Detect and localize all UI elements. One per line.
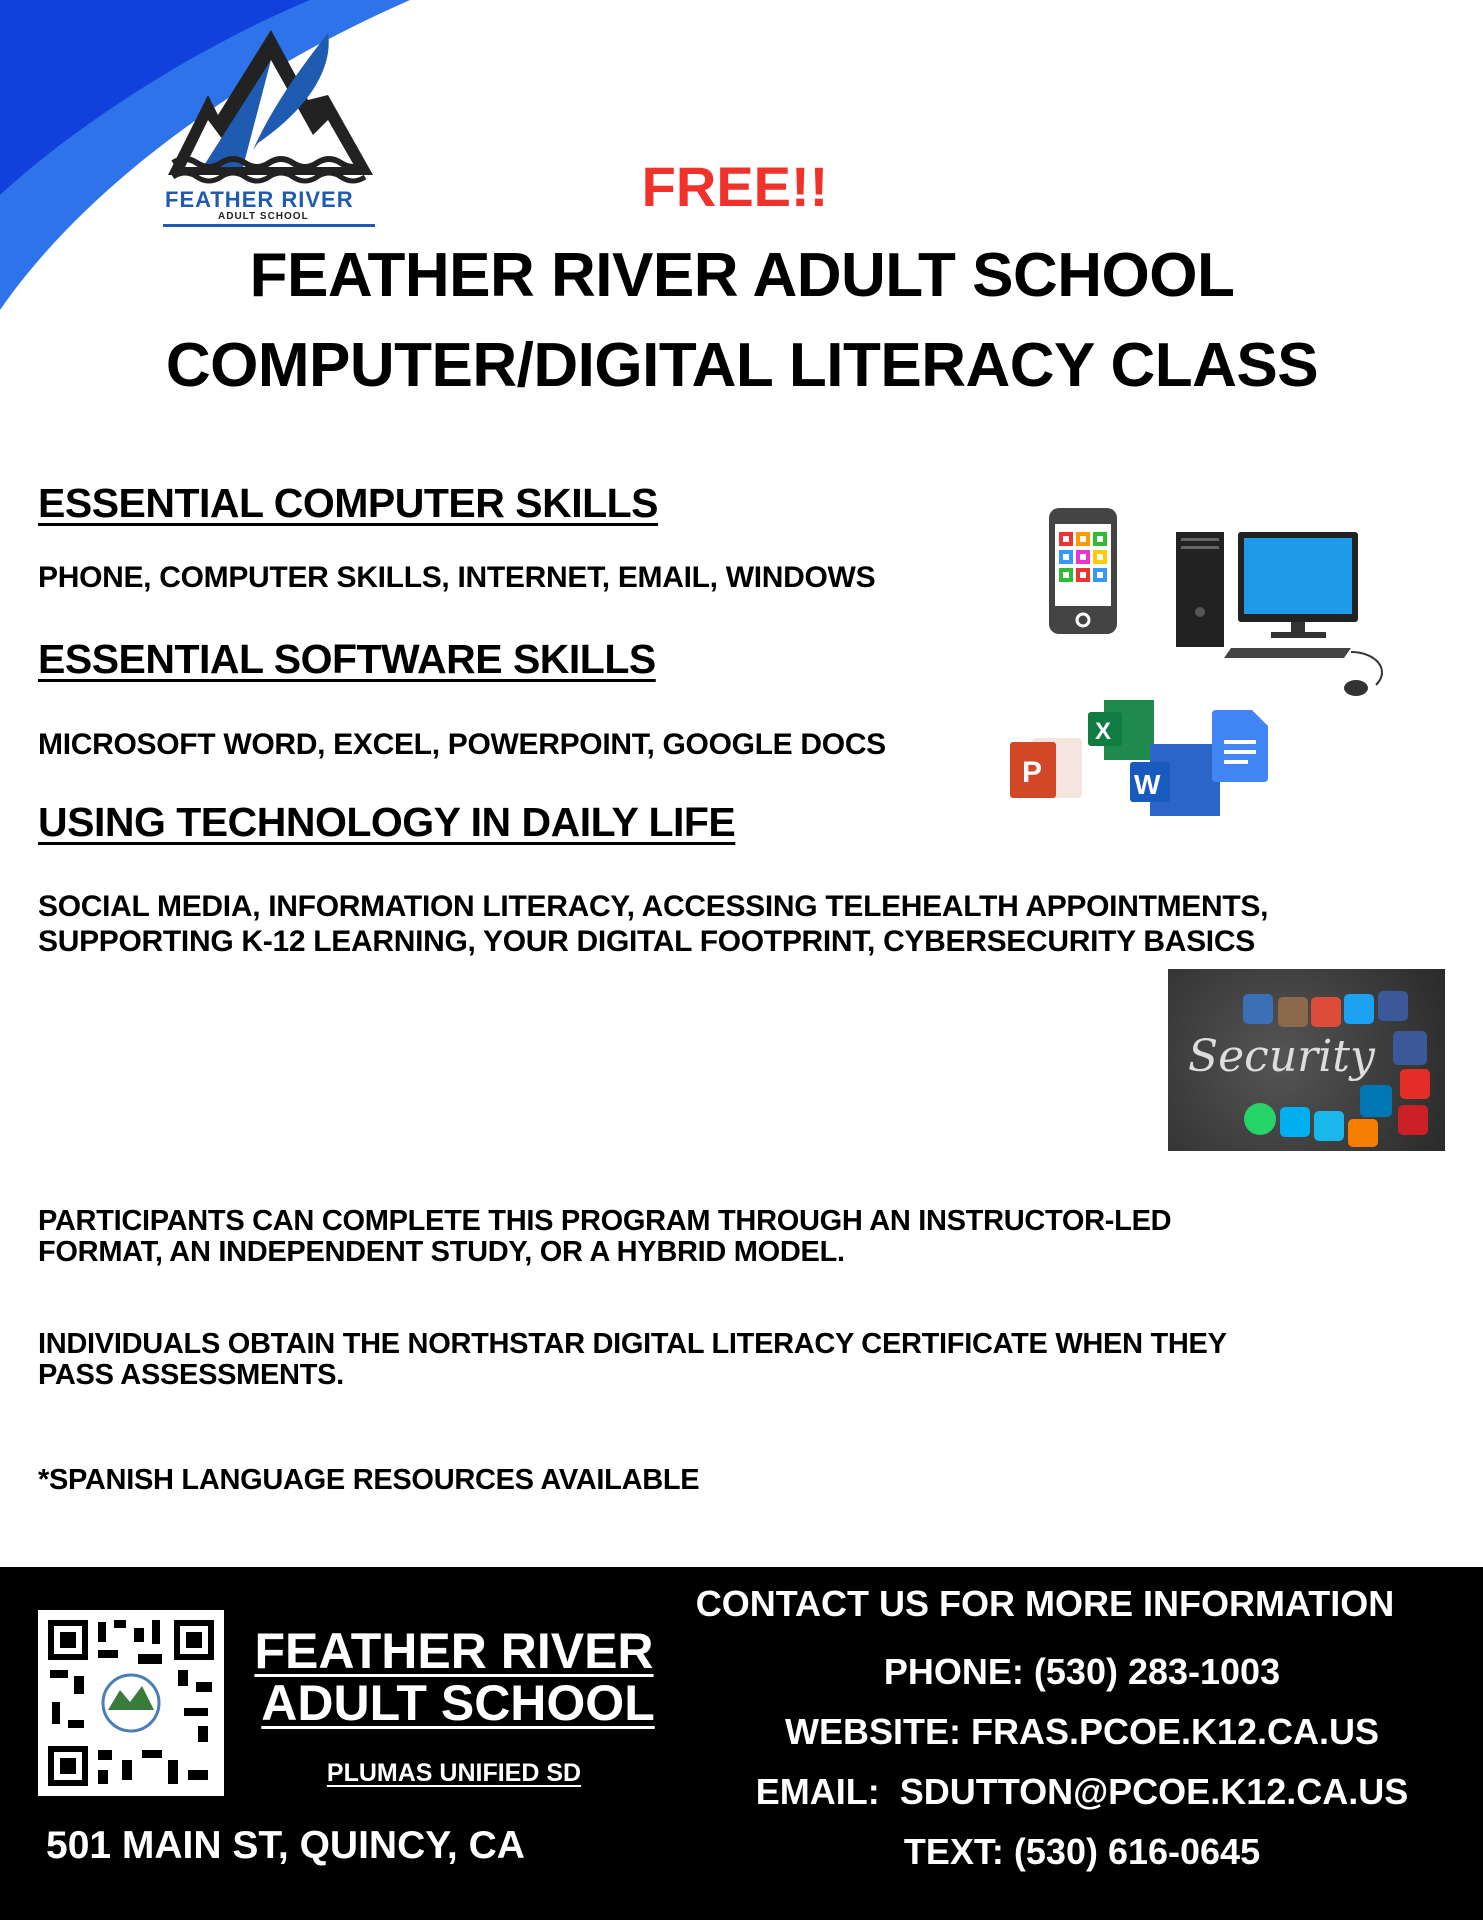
- security-chalk-text: Security: [1188, 1031, 1375, 1082]
- section-text-daily-life-1: SOCIAL MEDIA, INFORMATION LITERACY, ACCESSING TELEHEALTH APPOINTMENTS,: [38, 890, 1269, 923]
- powerpoint-icon: [1010, 732, 1084, 804]
- footer-district: PLUMAS UNIFIED SD: [326, 1759, 582, 1787]
- contact-website[interactable]: WEBSITE: FRAS.PCOE.K12.CA.US: [784, 1711, 1380, 1752]
- paragraph-format-2: FORMAT, AN INDEPENDENT STUDY, OR A HYBRID MODEL.: [38, 1236, 845, 1268]
- contact-heading: CONTACT US FOR MORE INFORMATION: [695, 1583, 1395, 1624]
- logo-text: FEATHER RIVER: [165, 187, 354, 212]
- footer-address: 501 MAIN ST, QUINCY, CA: [46, 1824, 525, 1867]
- page-title-line2: COMPUTER/DIGITAL LITERACY CLASS: [165, 331, 1319, 400]
- section-text-software-skills: MICROSOFT WORD, EXCEL, POWERPOINT, GOOGLE DOCS: [38, 728, 886, 761]
- desktop-computer-icon: [1176, 520, 1398, 700]
- paragraph-certificate-1: INDIVIDUALS OBTAIN THE NORTHSTAR DIGITAL LITERACY CERTIFICATE WHEN THEY: [38, 1328, 1227, 1360]
- smartphone-icon: [1047, 506, 1119, 636]
- paragraph-certificate-2: PASS ASSESSMENTS.: [38, 1359, 344, 1391]
- mountain-feather-icon: [163, 25, 378, 190]
- logo-subtext: ADULT SCHOOL: [218, 211, 309, 222]
- office-apps-icons: [1010, 700, 1270, 820]
- section-heading-computer-skills: ESSENTIAL COMPUTER SKILLS: [38, 480, 659, 526]
- contact-text[interactable]: TEXT: (530) 616-0645: [903, 1831, 1261, 1872]
- contact-email[interactable]: EMAIL: SDUTTON@PCOE.K12.CA.US: [755, 1771, 1409, 1812]
- school-logo: [163, 25, 378, 230]
- svg-text:P: P: [1022, 756, 1043, 789]
- footer-school-name-2: ADULT SCHOOL: [261, 1675, 655, 1731]
- free-label: FREE!!: [641, 155, 829, 218]
- security-social-media-image: [1168, 969, 1445, 1151]
- section-heading-daily-life: USING TECHNOLOGY IN DAILY LIFE: [38, 799, 736, 845]
- paragraph-spanish: *SPANISH LANGUAGE RESOURCES AVAILABLE: [38, 1464, 700, 1496]
- google-docs-icon: [1212, 710, 1270, 782]
- footer: [0, 1567, 1483, 1920]
- paragraph-format-1: PARTICIPANTS CAN COMPLETE THIS PROGRAM THROUGH AN INSTRUCTOR-LED: [38, 1205, 1172, 1237]
- logo-underline: [163, 224, 375, 227]
- section-text-daily-life-2: SUPPORTING K-12 LEARNING, YOUR DIGITAL FOOTPRINT, CYBERSECURITY BASICS: [38, 925, 1255, 958]
- page-title-line1: FEATHER RIVER ADULT SCHOOL: [249, 241, 1235, 310]
- contact-phone[interactable]: PHONE: (530) 283-1003: [883, 1651, 1281, 1692]
- svg-text:X: X: [1095, 718, 1112, 745]
- svg-text:W: W: [1134, 769, 1161, 800]
- section-text-computer-skills: PHONE, COMPUTER SKILLS, INTERNET, EMAIL, WINDOWS: [38, 561, 876, 594]
- section-heading-software-skills: ESSENTIAL SOFTWARE SKILLS: [38, 636, 656, 682]
- footer-school-name-1: FEATHER RIVER: [254, 1623, 654, 1679]
- word-icon: [1130, 744, 1222, 818]
- qr-code[interactable]: [38, 1610, 224, 1796]
